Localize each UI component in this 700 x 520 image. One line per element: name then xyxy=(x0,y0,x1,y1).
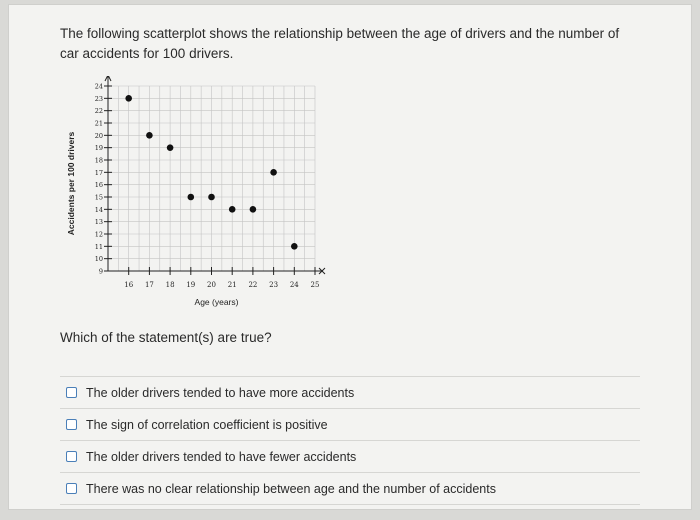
y-tick-label: 22 xyxy=(94,107,103,116)
y-tick-label: 15 xyxy=(94,193,103,202)
x-tick-label: 21 xyxy=(227,281,237,289)
x-tick-label: 18 xyxy=(165,281,175,289)
data-point xyxy=(270,169,277,176)
option-row[interactable] xyxy=(60,441,640,473)
checkbox[interactable] xyxy=(66,387,77,398)
y-tick-label: 16 xyxy=(94,181,103,190)
data-point xyxy=(291,243,298,250)
chart-grid xyxy=(108,86,315,271)
data-point xyxy=(167,144,174,151)
y-tick-label: 13 xyxy=(94,218,103,227)
option-row[interactable] xyxy=(60,409,640,441)
y-tick-label: 19 xyxy=(94,144,103,153)
option-label[interactable]: The older drivers tended to have fewer accidents xyxy=(86,449,357,464)
x-tick-label: 23 xyxy=(269,281,279,289)
x-tick-label: 24 xyxy=(289,281,299,289)
data-point xyxy=(188,194,195,201)
option-label[interactable]: The older drivers tended to have more accidents xyxy=(86,385,355,400)
checkbox[interactable] xyxy=(66,419,77,430)
option-row[interactable] xyxy=(60,376,640,409)
data-point xyxy=(125,95,132,102)
y-tick-label: 11 xyxy=(94,242,103,251)
y-tick-label: 14 xyxy=(94,205,103,214)
question-page xyxy=(8,4,692,510)
option-label[interactable]: The sign of correlation coefficient is positive xyxy=(86,417,328,432)
option-label[interactable]: There was no clear relationship between age and the number of accidents xyxy=(86,481,496,496)
data-point xyxy=(229,206,236,213)
y-axis-label: Accidents per 100 drivers xyxy=(66,131,76,236)
y-tick-label: 23 xyxy=(94,94,103,103)
y-tick-label: 9 xyxy=(98,267,103,276)
x-tick-label: 19 xyxy=(186,281,196,289)
y-tick-label: 12 xyxy=(94,230,103,239)
x-tick-label: 25 xyxy=(310,281,320,289)
y-tick-label: 20 xyxy=(94,131,103,140)
x-tick-label: 20 xyxy=(207,281,216,289)
y-tick-label: 10 xyxy=(94,255,103,264)
data-point xyxy=(146,132,153,139)
option-row[interactable] xyxy=(60,473,640,505)
y-tick-label: 18 xyxy=(94,156,103,165)
scatter-chart xyxy=(60,76,340,326)
y-tick-label: 24 xyxy=(94,82,103,91)
x-tick-label: 22 xyxy=(248,281,258,289)
x-tick-label: 16 xyxy=(124,281,134,289)
x-tick-label: 17 xyxy=(144,281,154,289)
data-point xyxy=(208,194,215,201)
answer-options xyxy=(60,376,640,505)
y-tick-label: 17 xyxy=(94,168,103,177)
checkbox[interactable] xyxy=(66,451,77,462)
y-tick-label: 21 xyxy=(94,119,103,128)
checkbox[interactable] xyxy=(66,483,77,494)
x-axis-label: Age (years) xyxy=(194,297,239,307)
data-point xyxy=(250,206,257,213)
prompt-text: Which of the statement(s) are true? xyxy=(60,330,272,345)
question-text: The following scatterplot shows the relationship between the age of drivers and the number of car accidents for 100 drivers. xyxy=(60,26,620,61)
